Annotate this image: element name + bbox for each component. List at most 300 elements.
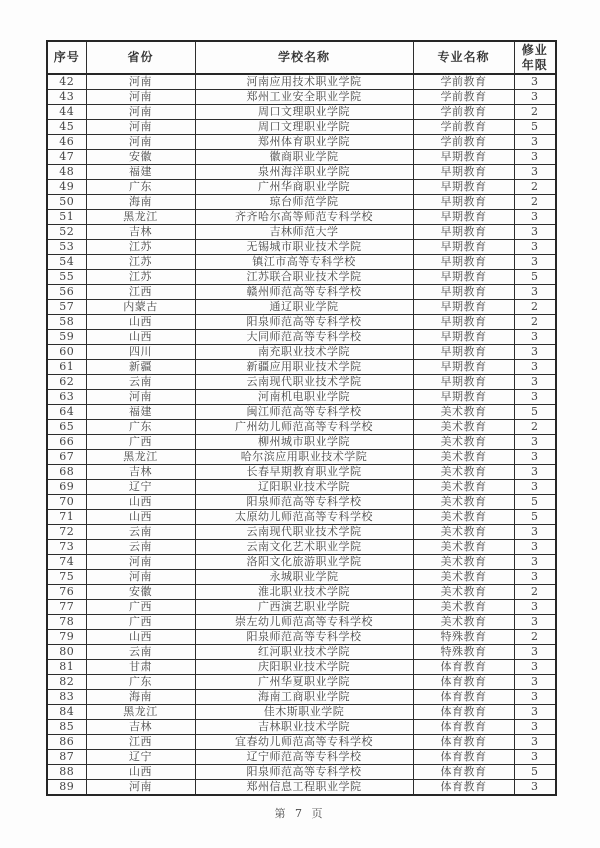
header-school-name: 学校名称 (195, 41, 413, 74)
cell-index: 49 (47, 180, 86, 195)
cell-index: 74 (47, 555, 86, 570)
cell-index: 59 (47, 330, 86, 345)
cell-province: 江苏 (86, 255, 195, 270)
school-list-table (46, 40, 557, 796)
cell-school: 永城职业学院 (195, 570, 413, 585)
cell-index: 69 (47, 480, 86, 495)
table-row (47, 570, 556, 585)
cell-major: 学前教育 (413, 105, 514, 120)
cell-index: 58 (47, 315, 86, 330)
cell-school: 庆阳职业技术学院 (195, 660, 413, 675)
cell-years: 2 (514, 300, 556, 315)
cell-major: 美术教育 (413, 555, 514, 570)
cell-province: 广东 (86, 420, 195, 435)
cell-major: 早期教育 (413, 195, 514, 210)
cell-major: 学前教育 (413, 135, 514, 150)
table-row (47, 495, 556, 510)
cell-years: 3 (514, 74, 556, 90)
cell-index: 77 (47, 600, 86, 615)
cell-years: 3 (514, 90, 556, 105)
cell-province: 江西 (86, 735, 195, 750)
header-study-years-line1: 修业 (521, 42, 548, 57)
cell-province: 广西 (86, 435, 195, 450)
cell-major: 美术教育 (413, 510, 514, 525)
table-row (47, 675, 556, 690)
cell-index: 62 (47, 375, 86, 390)
cell-major: 早期教育 (413, 285, 514, 300)
header-row (47, 41, 556, 74)
cell-school: 云南文化艺术职业学院 (195, 540, 413, 555)
cell-years: 2 (514, 105, 556, 120)
cell-school: 泉州海洋职业学院 (195, 165, 413, 180)
cell-province: 辽宁 (86, 750, 195, 765)
table-row (47, 255, 556, 270)
cell-province: 吉林 (86, 720, 195, 735)
cell-province: 山西 (86, 495, 195, 510)
cell-index: 72 (47, 525, 86, 540)
cell-major: 美术教育 (413, 420, 514, 435)
cell-school: 齐齐哈尔高等师范专科学校 (195, 210, 413, 225)
cell-province: 广东 (86, 180, 195, 195)
cell-school: 广州幼儿师范高等专科学校 (195, 420, 413, 435)
cell-major: 美术教育 (413, 450, 514, 465)
cell-school: 周口文理职业学院 (195, 120, 413, 135)
cell-index: 78 (47, 615, 86, 630)
table-row (47, 105, 556, 120)
cell-years: 3 (514, 255, 556, 270)
cell-province: 新疆 (86, 360, 195, 375)
cell-years: 5 (514, 765, 556, 780)
cell-province: 福建 (86, 165, 195, 180)
cell-school: 佳木斯职业学院 (195, 705, 413, 720)
cell-index: 64 (47, 405, 86, 420)
table-row (47, 330, 556, 345)
cell-major: 美术教育 (413, 615, 514, 630)
cell-index: 68 (47, 465, 86, 480)
cell-school: 广州华商职业学院 (195, 180, 413, 195)
cell-index: 52 (47, 225, 86, 240)
table-row (47, 540, 556, 555)
cell-years: 2 (514, 195, 556, 210)
table-header (47, 41, 556, 74)
cell-years: 5 (514, 510, 556, 525)
cell-major: 体育教育 (413, 750, 514, 765)
cell-years: 3 (514, 390, 556, 405)
cell-province: 黑龙江 (86, 210, 195, 225)
table-row (47, 750, 556, 765)
cell-province: 河南 (86, 90, 195, 105)
cell-major: 体育教育 (413, 675, 514, 690)
cell-school: 阳泉师范高等专科学校 (195, 495, 413, 510)
cell-major: 美术教育 (413, 435, 514, 450)
table-row (47, 765, 556, 780)
cell-province: 海南 (86, 195, 195, 210)
cell-school: 江苏联合职业技术学院 (195, 270, 413, 285)
cell-major: 早期教育 (413, 165, 514, 180)
cell-years: 3 (514, 555, 556, 570)
table-row (47, 435, 556, 450)
cell-province: 山西 (86, 630, 195, 645)
cell-major: 美术教育 (413, 525, 514, 540)
cell-index: 83 (47, 690, 86, 705)
cell-school: 通辽职业学院 (195, 300, 413, 315)
cell-province: 山西 (86, 765, 195, 780)
cell-school: 河南应用技术职业学院 (195, 74, 413, 90)
cell-school: 吉林师范大学 (195, 225, 413, 240)
cell-school: 周口文理职业学院 (195, 105, 413, 120)
table-row (47, 74, 556, 90)
table-row (47, 465, 556, 480)
table-row (47, 135, 556, 150)
cell-province: 江西 (86, 285, 195, 300)
cell-years: 3 (514, 645, 556, 660)
cell-major: 体育教育 (413, 765, 514, 780)
cell-years: 2 (514, 420, 556, 435)
cell-major: 美术教育 (413, 570, 514, 585)
table-row (47, 525, 556, 540)
header-province: 省份 (86, 41, 195, 74)
cell-index: 65 (47, 420, 86, 435)
table-row (47, 165, 556, 180)
cell-years: 3 (514, 750, 556, 765)
cell-index: 67 (47, 450, 86, 465)
table-body (47, 74, 556, 795)
cell-major: 早期教育 (413, 345, 514, 360)
cell-major: 体育教育 (413, 660, 514, 675)
cell-years: 2 (514, 630, 556, 645)
cell-province: 云南 (86, 645, 195, 660)
cell-province: 河南 (86, 570, 195, 585)
header-study-years (514, 41, 556, 74)
cell-province: 广西 (86, 615, 195, 630)
cell-province: 辽宁 (86, 480, 195, 495)
header-index: 序号 (47, 41, 86, 74)
cell-index: 43 (47, 90, 86, 105)
cell-major: 体育教育 (413, 690, 514, 705)
cell-major: 美术教育 (413, 585, 514, 600)
cell-major: 早期教育 (413, 360, 514, 375)
cell-index: 73 (47, 540, 86, 555)
table-row (47, 720, 556, 735)
cell-province: 吉林 (86, 465, 195, 480)
table-row (47, 555, 556, 570)
cell-school: 云南现代职业技术学院 (195, 375, 413, 390)
cell-years: 2 (514, 180, 556, 195)
table-row (47, 285, 556, 300)
cell-index: 66 (47, 435, 86, 450)
cell-province: 江苏 (86, 270, 195, 285)
cell-province: 河南 (86, 120, 195, 135)
cell-index: 89 (47, 780, 86, 796)
table-row (47, 735, 556, 750)
cell-school: 无锡城市职业技术学院 (195, 240, 413, 255)
cell-index: 46 (47, 135, 86, 150)
cell-province: 广东 (86, 675, 195, 690)
table-row (47, 375, 556, 390)
cell-province: 黑龙江 (86, 450, 195, 465)
table-row (47, 195, 556, 210)
cell-province: 内蒙古 (86, 300, 195, 315)
cell-province: 云南 (86, 525, 195, 540)
table-row (47, 600, 556, 615)
table-row (47, 780, 556, 796)
cell-major: 早期教育 (413, 330, 514, 345)
table-row (47, 180, 556, 195)
cell-years: 3 (514, 615, 556, 630)
cell-years: 3 (514, 705, 556, 720)
table-row (47, 420, 556, 435)
cell-major: 早期教育 (413, 180, 514, 195)
cell-years: 5 (514, 120, 556, 135)
table-row (47, 480, 556, 495)
cell-major: 早期教育 (413, 270, 514, 285)
cell-years: 3 (514, 450, 556, 465)
cell-province: 山西 (86, 330, 195, 345)
cell-school: 闽江师范高等专科学校 (195, 405, 413, 420)
header-study-years-line2: 年限 (521, 57, 548, 72)
table-row (47, 150, 556, 165)
cell-province: 安徽 (86, 585, 195, 600)
table-row (47, 660, 556, 675)
cell-school: 大同师范高等专科学校 (195, 330, 413, 345)
cell-major: 体育教育 (413, 735, 514, 750)
cell-index: 63 (47, 390, 86, 405)
cell-school: 广州华夏职业学院 (195, 675, 413, 690)
cell-years: 3 (514, 600, 556, 615)
cell-index: 45 (47, 120, 86, 135)
cell-years: 5 (514, 495, 556, 510)
cell-years: 3 (514, 525, 556, 540)
cell-years: 3 (514, 435, 556, 450)
cell-major: 早期教育 (413, 315, 514, 330)
cell-index: 70 (47, 495, 86, 510)
table-row (47, 210, 556, 225)
cell-index: 76 (47, 585, 86, 600)
table-row (47, 585, 556, 600)
cell-years: 3 (514, 465, 556, 480)
cell-index: 86 (47, 735, 86, 750)
cell-years: 3 (514, 210, 556, 225)
cell-years: 2 (514, 315, 556, 330)
cell-province: 河南 (86, 555, 195, 570)
cell-major: 美术教育 (413, 495, 514, 510)
cell-school: 河南机电职业学院 (195, 390, 413, 405)
cell-school: 镇江市高等专科学校 (195, 255, 413, 270)
cell-school: 郑州工业安全职业学院 (195, 90, 413, 105)
cell-province: 甘肃 (86, 660, 195, 675)
table-row (47, 225, 556, 240)
cell-years: 3 (514, 660, 556, 675)
cell-province: 河南 (86, 74, 195, 90)
cell-major: 学前教育 (413, 74, 514, 90)
cell-school: 长春早期教育职业学院 (195, 465, 413, 480)
cell-years: 3 (514, 720, 556, 735)
cell-years: 3 (514, 135, 556, 150)
cell-years: 3 (514, 150, 556, 165)
cell-index: 81 (47, 660, 86, 675)
cell-major: 早期教育 (413, 210, 514, 225)
page-number: 第 7 页 (274, 807, 326, 820)
table-row (47, 690, 556, 705)
table-row (47, 645, 556, 660)
cell-years: 3 (514, 540, 556, 555)
table-row (47, 615, 556, 630)
cell-province: 河南 (86, 105, 195, 120)
cell-school: 郑州信息工程职业学院 (195, 780, 413, 796)
cell-province: 海南 (86, 690, 195, 705)
cell-major: 美术教育 (413, 540, 514, 555)
cell-school: 红河职业技术学院 (195, 645, 413, 660)
cell-index: 71 (47, 510, 86, 525)
cell-index: 82 (47, 675, 86, 690)
cell-major: 体育教育 (413, 705, 514, 720)
cell-major: 美术教育 (413, 465, 514, 480)
table-row (47, 450, 556, 465)
cell-years: 3 (514, 360, 556, 375)
cell-years: 3 (514, 345, 556, 360)
cell-school: 琼台师范学院 (195, 195, 413, 210)
cell-index: 61 (47, 360, 86, 375)
cell-major: 特殊教育 (413, 645, 514, 660)
cell-index: 51 (47, 210, 86, 225)
cell-major: 美术教育 (413, 405, 514, 420)
cell-major: 早期教育 (413, 390, 514, 405)
cell-index: 56 (47, 285, 86, 300)
cell-years: 3 (514, 225, 556, 240)
cell-school: 郑州体育职业学院 (195, 135, 413, 150)
cell-major: 早期教育 (413, 240, 514, 255)
cell-province: 黑龙江 (86, 705, 195, 720)
cell-school: 徽商职业学院 (195, 150, 413, 165)
cell-school: 阳泉师范高等专科学校 (195, 315, 413, 330)
cell-index: 50 (47, 195, 86, 210)
cell-school: 淮北职业技术学院 (195, 585, 413, 600)
cell-school: 云南现代职业技术学院 (195, 525, 413, 540)
cell-index: 85 (47, 720, 86, 735)
cell-province: 江苏 (86, 240, 195, 255)
cell-index: 87 (47, 750, 86, 765)
cell-school: 阳泉师范高等专科学校 (195, 765, 413, 780)
cell-years: 5 (514, 270, 556, 285)
cell-school: 广西演艺职业学院 (195, 600, 413, 615)
cell-school: 哈尔滨应用职业技术学院 (195, 450, 413, 465)
cell-major: 早期教育 (413, 375, 514, 390)
cell-province: 河南 (86, 780, 195, 796)
cell-index: 79 (47, 630, 86, 645)
cell-province: 吉林 (86, 225, 195, 240)
cell-index: 88 (47, 765, 86, 780)
cell-school: 海南工商职业学院 (195, 690, 413, 705)
cell-years: 3 (514, 480, 556, 495)
cell-years: 3 (514, 570, 556, 585)
header-major-name: 专业名称 (413, 41, 514, 74)
cell-school: 赣州师范高等专科学校 (195, 285, 413, 300)
cell-years: 3 (514, 285, 556, 300)
cell-school: 辽宁师范高等专科学校 (195, 750, 413, 765)
cell-years: 3 (514, 240, 556, 255)
cell-major: 学前教育 (413, 90, 514, 105)
cell-index: 84 (47, 705, 86, 720)
cell-index: 80 (47, 645, 86, 660)
cell-index: 42 (47, 74, 86, 90)
cell-major: 早期教育 (413, 255, 514, 270)
cell-province: 河南 (86, 390, 195, 405)
cell-years: 3 (514, 675, 556, 690)
cell-school: 宜春幼儿师范高等专科学校 (195, 735, 413, 750)
table-row (47, 705, 556, 720)
cell-major: 学前教育 (413, 120, 514, 135)
cell-school: 太原幼儿师范高等专科学校 (195, 510, 413, 525)
cell-index: 54 (47, 255, 86, 270)
table-row (47, 405, 556, 420)
cell-years: 3 (514, 735, 556, 750)
cell-province: 福建 (86, 405, 195, 420)
table-row (47, 120, 556, 135)
cell-years: 3 (514, 780, 556, 796)
cell-province: 四川 (86, 345, 195, 360)
cell-major: 特殊教育 (413, 630, 514, 645)
cell-index: 44 (47, 105, 86, 120)
cell-school: 吉林职业技术学院 (195, 720, 413, 735)
cell-province: 云南 (86, 540, 195, 555)
table-row (47, 240, 556, 255)
cell-years: 3 (514, 375, 556, 390)
cell-school: 新疆应用职业技术学院 (195, 360, 413, 375)
cell-major: 美术教育 (413, 480, 514, 495)
cell-major: 早期教育 (413, 225, 514, 240)
table-row (47, 390, 556, 405)
cell-index: 53 (47, 240, 86, 255)
cell-index: 57 (47, 300, 86, 315)
table-row (47, 90, 556, 105)
cell-years: 5 (514, 405, 556, 420)
cell-province: 广西 (86, 600, 195, 615)
table-row (47, 360, 556, 375)
cell-index: 55 (47, 270, 86, 285)
cell-province: 山西 (86, 510, 195, 525)
cell-province: 山西 (86, 315, 195, 330)
cell-index: 60 (47, 345, 86, 360)
cell-years: 2 (514, 585, 556, 600)
cell-school: 洛阳文化旅游职业学院 (195, 555, 413, 570)
cell-major: 早期教育 (413, 300, 514, 315)
cell-major: 美术教育 (413, 600, 514, 615)
cell-province: 河南 (86, 135, 195, 150)
table-row (47, 315, 556, 330)
table-row (47, 270, 556, 285)
cell-school: 崇左幼儿师范高等专科学校 (195, 615, 413, 630)
table-row (47, 345, 556, 360)
cell-major: 体育教育 (413, 780, 514, 796)
table-row (47, 300, 556, 315)
cell-school: 柳州城市职业学院 (195, 435, 413, 450)
cell-index: 47 (47, 150, 86, 165)
cell-school: 南充职业技术学院 (195, 345, 413, 360)
cell-province: 安徽 (86, 150, 195, 165)
cell-major: 体育教育 (413, 720, 514, 735)
cell-years: 3 (514, 690, 556, 705)
cell-years: 3 (514, 330, 556, 345)
cell-index: 75 (47, 570, 86, 585)
table-row (47, 510, 556, 525)
table-row (47, 630, 556, 645)
cell-major: 早期教育 (413, 150, 514, 165)
cell-province: 云南 (86, 375, 195, 390)
cell-school: 阳泉师范高等专科学校 (195, 630, 413, 645)
cell-index: 48 (47, 165, 86, 180)
cell-school: 辽阳职业技术学院 (195, 480, 413, 495)
cell-years: 3 (514, 165, 556, 180)
